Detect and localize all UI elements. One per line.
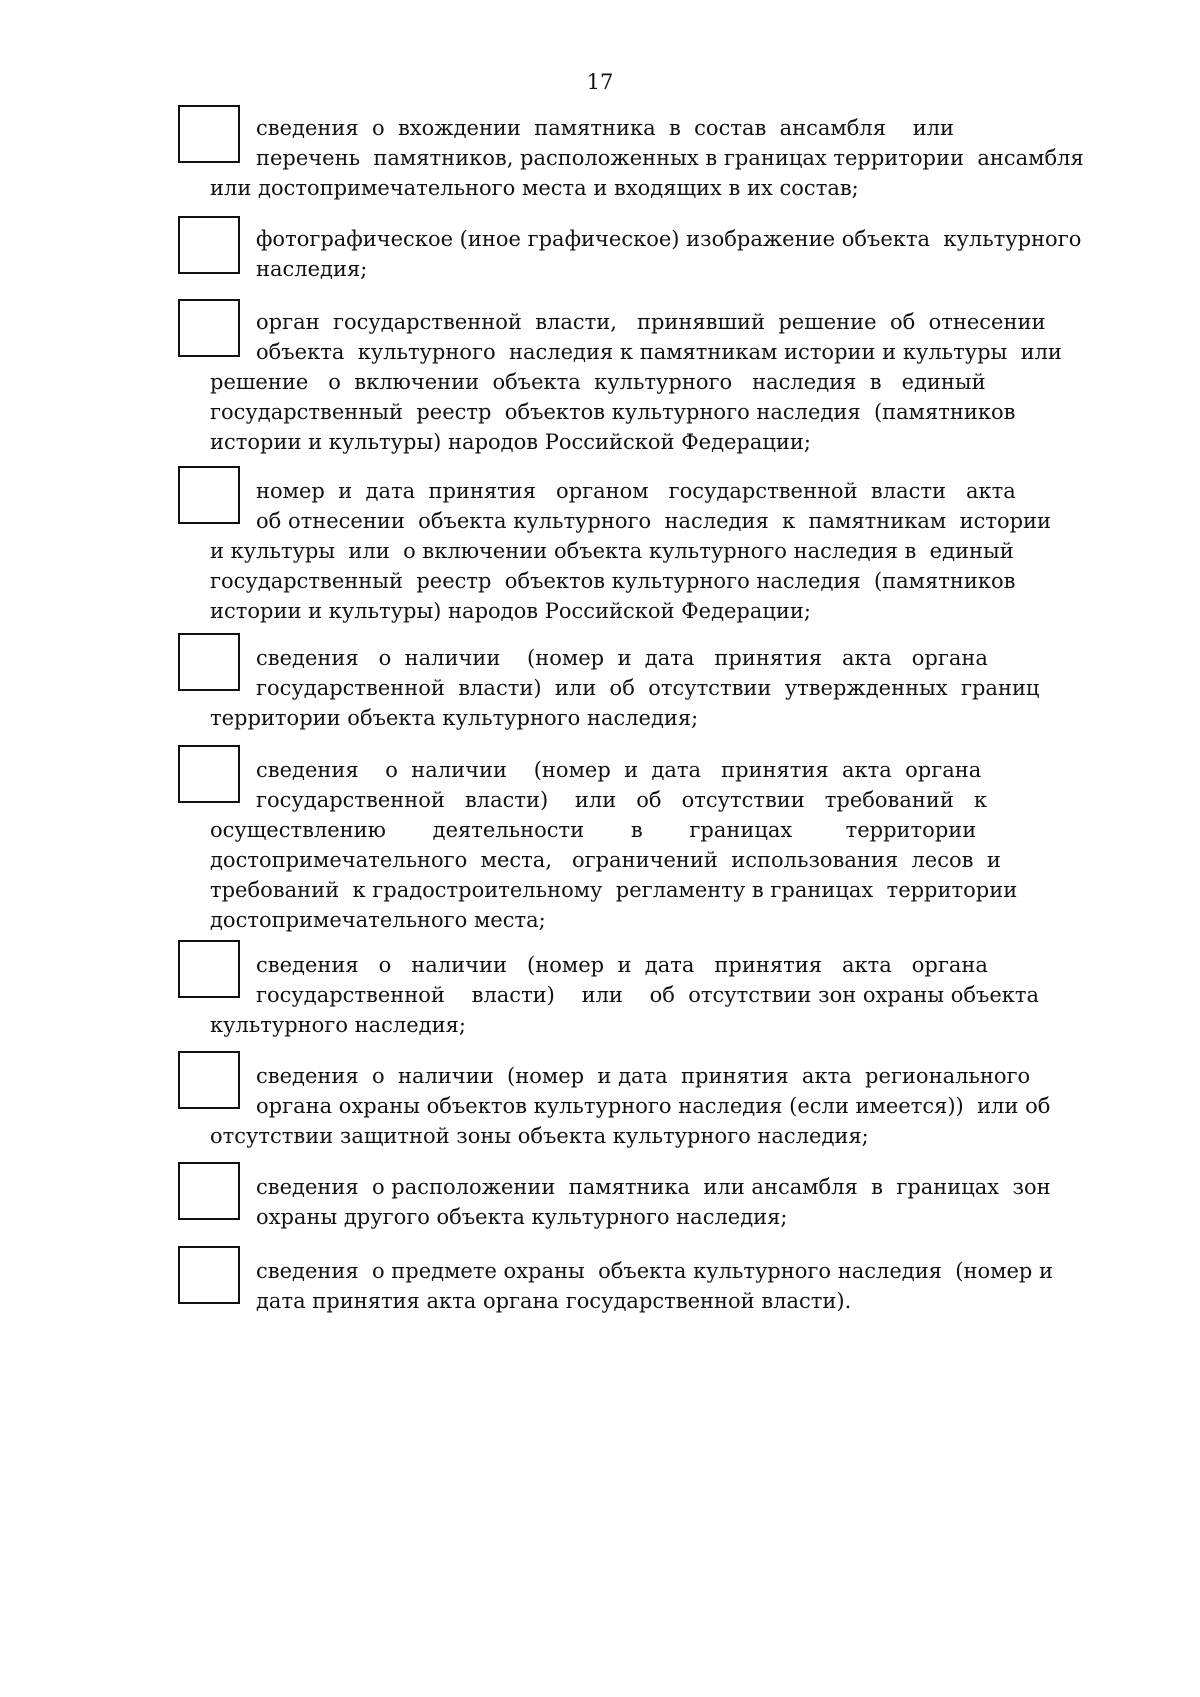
text-line: территории объекта культурного наследия; — [210, 706, 699, 730]
text-line: государственный реестр объектов культурного наследия (памятников — [210, 569, 1016, 593]
checkbox[interactable] — [178, 299, 240, 357]
text-line: культурного наследия; — [210, 1013, 466, 1037]
text-line: отсутствии защитной зоны объекта культурного наследия; — [210, 1124, 869, 1148]
text-line: государственной власти) или об отсутствии зон охраны объекта — [256, 983, 1040, 1007]
text-line: государственной власти) или об отсутствии требований к — [256, 788, 988, 812]
checklist-item — [0, 755, 1200, 935]
text-line: требований к градостроительному регламенту в границах территории — [210, 878, 1018, 902]
text-line: осуществлению деятельности в границах территории — [210, 818, 977, 842]
text-line: сведения о расположении памятника или ансамбля в границах зон — [256, 1175, 1051, 1199]
checklist-item — [0, 224, 1200, 284]
checkbox[interactable] — [178, 633, 240, 691]
text-line: истории и культуры) народов Российской Федерации; — [210, 599, 811, 623]
text-line: сведения о вхождении памятника в состав ансамбля или — [256, 116, 955, 140]
text-line: достопримечательного места, ограничений использования лесов и — [210, 848, 1001, 872]
checkbox[interactable] — [178, 105, 240, 163]
text-line: или достопримечательного места и входящих в их состав; — [210, 176, 859, 200]
checkbox[interactable] — [178, 1051, 240, 1109]
text-line: органа охраны объектов культурного наследия (если имеется)) или об — [256, 1094, 1051, 1118]
text-line: сведения о наличии (номер и дата принятия акта органа — [256, 758, 982, 782]
checklist-item — [0, 1256, 1200, 1316]
text-line: государственный реестр объектов культурного наследия (памятников — [210, 400, 1016, 424]
text-line: сведения о предмете охраны объекта культурного наследия (номер и — [256, 1259, 1053, 1283]
text-line: дата принятия акта органа государственной власти). — [256, 1289, 852, 1313]
checkbox[interactable] — [178, 1162, 240, 1220]
text-line: фотографическое (иное графическое) изображение объекта культурного — [256, 227, 1082, 251]
text-line: объекта культурного наследия к памятникам истории и культуры или — [256, 340, 1062, 364]
checkbox[interactable] — [178, 745, 240, 803]
checklist-item — [0, 1061, 1200, 1151]
text-line: государственной власти) или об отсутствии утвержденных границ — [256, 676, 1040, 700]
text-line: сведения о наличии (номер и дата принятия акта органа — [256, 646, 988, 670]
text-line: охраны другого объекта культурного наследия; — [256, 1205, 788, 1229]
text-line: номер и дата принятия органом государственной власти акта — [256, 479, 1016, 503]
text-line: об отнесении объекта культурного наследия к памятникам истории — [256, 509, 1052, 533]
checkbox[interactable] — [178, 216, 240, 274]
checklist-item — [0, 1172, 1200, 1232]
text-line: достопримечательного места; — [210, 908, 546, 932]
checkbox[interactable] — [178, 1246, 240, 1304]
checkbox[interactable] — [178, 466, 240, 524]
checklist-item — [0, 307, 1200, 457]
text-line: перечень памятников, расположенных в границах территории ансамбля — [256, 146, 1084, 170]
checklist-item — [0, 113, 1200, 203]
text-line: сведения о наличии (номер и дата принятия акта регионального — [256, 1064, 1031, 1088]
text-line: наследия; — [256, 257, 368, 281]
checklist-item — [0, 950, 1200, 1040]
checklist-item — [0, 476, 1200, 626]
text-line: сведения о наличии (номер и дата принятия акта органа — [256, 953, 988, 977]
page-number: 17 — [586, 70, 614, 94]
text-line: истории и культуры) народов Российской Федерации; — [210, 430, 811, 454]
text-line: и культуры или о включении объекта культурного наследия в единый — [210, 539, 1014, 563]
checkbox[interactable] — [178, 940, 240, 998]
text-line: решение о включении объекта культурного наследия в единый — [210, 370, 986, 394]
checklist-item — [0, 643, 1200, 733]
text-line: орган государственной власти, принявший решение об отнесении — [256, 310, 1046, 334]
